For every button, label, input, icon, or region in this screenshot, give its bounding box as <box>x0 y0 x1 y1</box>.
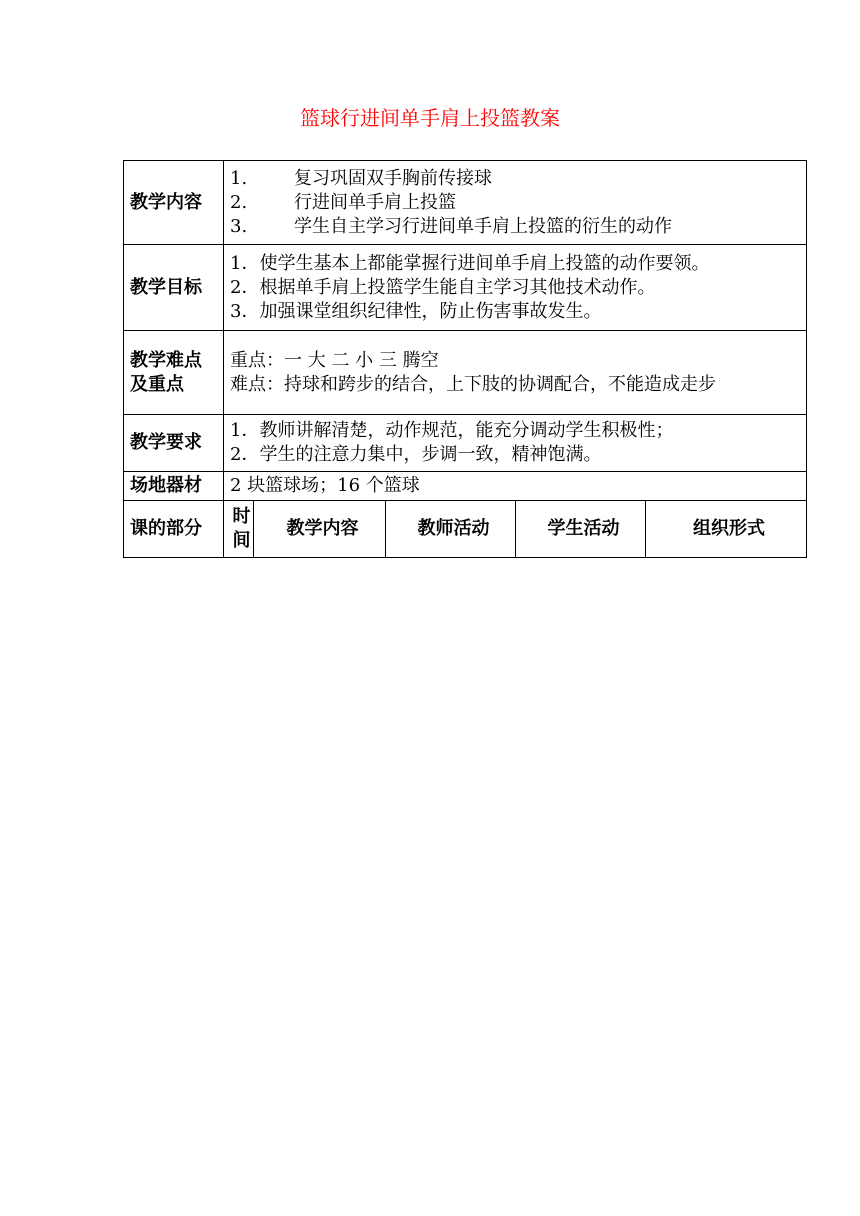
label-equipment: 场地器材 <box>124 472 224 501</box>
row-teaching-goals <box>124 245 807 331</box>
header-teacher-activity: 教师活动 <box>386 501 516 558</box>
label-difficulty-keypoints: 教学难点 及重点 <box>124 331 224 415</box>
label-teaching-requirements: 教学要求 <box>124 415 224 472</box>
row-teaching-requirements <box>124 415 807 472</box>
label-teaching-goals: 教学目标 <box>124 245 224 331</box>
key-points: 重点：一 大 二 小 三 腾空 <box>230 349 439 371</box>
content-item: 3. 学生自主学习行进间单手肩上投篮的衍生的动作 <box>230 215 672 237</box>
header-time: 时 间 <box>224 501 254 558</box>
goal-item: 3．加强课堂组织纪律性，防止伤害事故发生。 <box>230 300 602 322</box>
goal-item: 2．根据单手肩上投篮学生能自主学习其他技术动作。 <box>230 276 656 298</box>
row-lesson-header <box>124 501 807 558</box>
lesson-plan-table <box>123 160 807 558</box>
teaching-requirements-cell <box>224 415 807 472</box>
teaching-goals-cell <box>224 245 807 331</box>
equipment-cell: 2 块篮球场；16 个篮球 <box>224 472 807 501</box>
difficult-points: 难点：持球和跨步的结合，上下肢的协调配合，不能造成走步 <box>230 373 716 395</box>
content-item: 2. 行进间单手肩上投篮 <box>230 191 456 213</box>
header-student-activity: 学生活动 <box>516 501 646 558</box>
header-lesson-section: 课的部分 <box>124 501 224 558</box>
requirement-item: 2．学生的注意力集中，步调一致，精神饱满。 <box>230 444 602 465</box>
teaching-content-cell <box>224 161 807 245</box>
row-teaching-content <box>124 161 807 245</box>
row-difficulty-keypoints <box>124 331 807 415</box>
header-teaching-content: 教学内容 <box>254 501 386 558</box>
document-title: 篮球行进间单手肩上投篮教案 <box>300 106 560 130</box>
difficulty-keypoints-cell <box>224 331 807 415</box>
requirement-item: 1．教师讲解清楚，动作规范，能充分调动学生积极性； <box>230 420 674 441</box>
goal-item: 1．使学生基本上都能掌握行进间单手肩上投篮的动作要领。 <box>230 252 710 274</box>
row-equipment <box>124 472 807 501</box>
label-teaching-content: 教学内容 <box>124 161 224 245</box>
header-organization-form: 组织形式 <box>646 501 807 558</box>
content-item: 1. 复习巩固双手胸前传接球 <box>230 167 492 189</box>
